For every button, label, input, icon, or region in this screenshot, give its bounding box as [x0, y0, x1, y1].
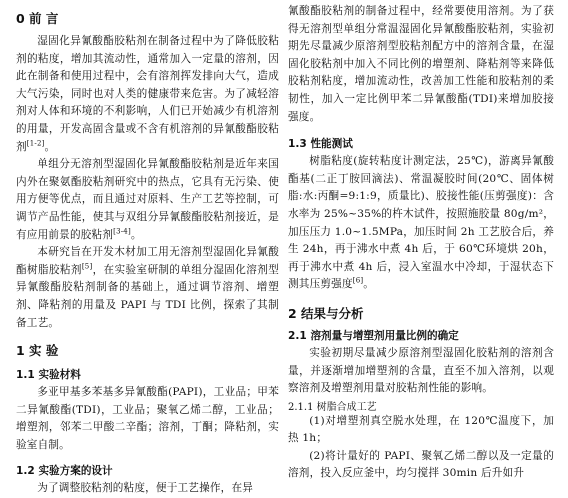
intro-paragraph-2 [16, 156, 279, 244]
intro-paragraph-3-end: ，在实验室研制的单组分湿固化溶剂型异氰酸酯胶粘剂制备的基础上，通过调节溶剂、增塑剂、降粘剂的用量及 PAPI 与 TDI 比例，探索了其制备工艺。 [16, 263, 280, 329]
solvent-ratio-paragraph: 实验初期尽量减少原溶剂型湿固化胶粘剂的溶剂含量，并逐渐增加增塑剂的含量，直至不加入溶剂，以观察溶剂及增塑剂用量对胶粘剂性能的影响。 [288, 346, 554, 395]
intro-paragraph-2-text: 单组分无溶剂型湿固化异氰酸酯胶粘剂是近年来国内外在聚氨酯胶粘剂研究中的热点，它具有无污染、使用方便等优点，而且通过对原料、生产工艺等控制，可调节产品性能，使其与双组分异氰酸酯胶粘剂接近，是有应用前景的胶粘剂 [16, 158, 279, 241]
citation-ref: [3-4] [113, 227, 131, 235]
left-column [16, 0, 279, 498]
subsubsection-heading-synthesis: 2.1.1 树脂合成工艺 [288, 401, 377, 413]
right-column [288, 0, 554, 483]
testing-paragraph-text: 树脂粘度(旋转粘度计测定法，25℃)，游离异氰酸酯基(二正丁胺回滴法)、常温凝胶时间(20℃、固体树脂:水:丙酮=9:1:9，质量比)、胶接性能(压剪强度)：含水率为 25%~35%的杵木试件，按照施胶量 80g/m²，加压压力 1.0~1.5MPa，加压时间 2h 工艺胶合后，养生 24h，再于沸水中煮 4h 后，于 60℃环境烘 20h，再于沸水中煮 4h 后，浸入室温水中冷却，于湿状态下测其压剪强度 [288, 155, 554, 291]
subsection-heading-design: 1.2 实验方案的设计 [16, 465, 113, 478]
continued-paragraph: 氰酸酯胶粘剂的制备过程中，经常要使用溶剂。为了获得无溶剂型单组分常温湿固化异氰酸酯胶粘剂，实验初期先尽量减少原溶剂型胶粘剂配方中的溶剂含量，在湿固化胶粘剂中加入不同比例的增塑剂、降粘剂等来降低胶粘剂粘度，增加流动性，改善加工性能和胶粘剂的柔韧性，加入一定比例甲苯二异氰酸酯(TDI)来增加胶接强度。 [288, 5, 554, 123]
synthesis-step-2: (2)将计量好的 PAPI、聚氧乙烯二醇以及一定量的溶剂，投入反应釜中，均匀搅拌 30min 后升如升 [288, 449, 554, 480]
citation-ref: [5] [81, 262, 93, 271]
intro-paragraph-1 [16, 33, 279, 156]
citation-ref: [6] [352, 276, 364, 285]
testing-paragraph-end: 。 [363, 278, 375, 291]
testing-paragraph [288, 153, 554, 294]
intro-paragraph-3 [16, 244, 279, 332]
subsection-heading-solvent-ratio: 2.1 溶剂量与增塑剂用量比例的确定 [288, 329, 459, 342]
subsection-heading-testing: 1.3 性能测试 [288, 138, 353, 151]
citation-ref: [1-2] [26, 139, 45, 148]
intro-paragraph-3-text: 本研究旨在开发木材加工用无溶剂型湿固化异氰酸酯树脂胶粘剂 [16, 246, 279, 276]
intro-paragraph-1-end: 。 [44, 140, 56, 153]
design-paragraph: 为了调整胶粘剂的粘度，便于工艺操作，在异 [37, 482, 254, 495]
section-heading-preface: 0 前 言 [16, 11, 59, 26]
synthesis-step-1: (1)对增塑剂真空脱水处理，在 120℃温度下，加热 1h； [288, 414, 554, 445]
section-heading-results: 2 结果与分析 [288, 305, 364, 321]
section-heading-experiment: 1 实 验 [16, 343, 59, 359]
intro-paragraph-2-end: 。 [130, 228, 142, 241]
intro-paragraph-1-text: 湿固化异氰酸酯胶粘剂在制备过程中为了降低胶粘剂的粘度，增加其流动性，通常加入一定量的溶剂，因此在制备和使用过程中，会有溶剂挥发排向大气，造成大气污染，同时也对人类的健康带来危害。为了减轻溶剂对人体和环境的不利影响，人们已开始减少有机溶剂的用量，开发高固含量或不含有机溶剂的异氰酸酯胶粘剂 [16, 35, 279, 153]
materials-paragraph: 多亚甲基多苯基多异氰酸酯(PAPI)，工业品；甲苯二异氰酸酯(TDI)，工业品；聚氧乙烯二醇，工业品；增塑剂，邻苯二甲酸二辛酯；溶剂，丁酮；降粘剂，实验室自制。 [16, 386, 279, 451]
subsection-heading-materials: 1.1 实验材料 [16, 369, 81, 382]
